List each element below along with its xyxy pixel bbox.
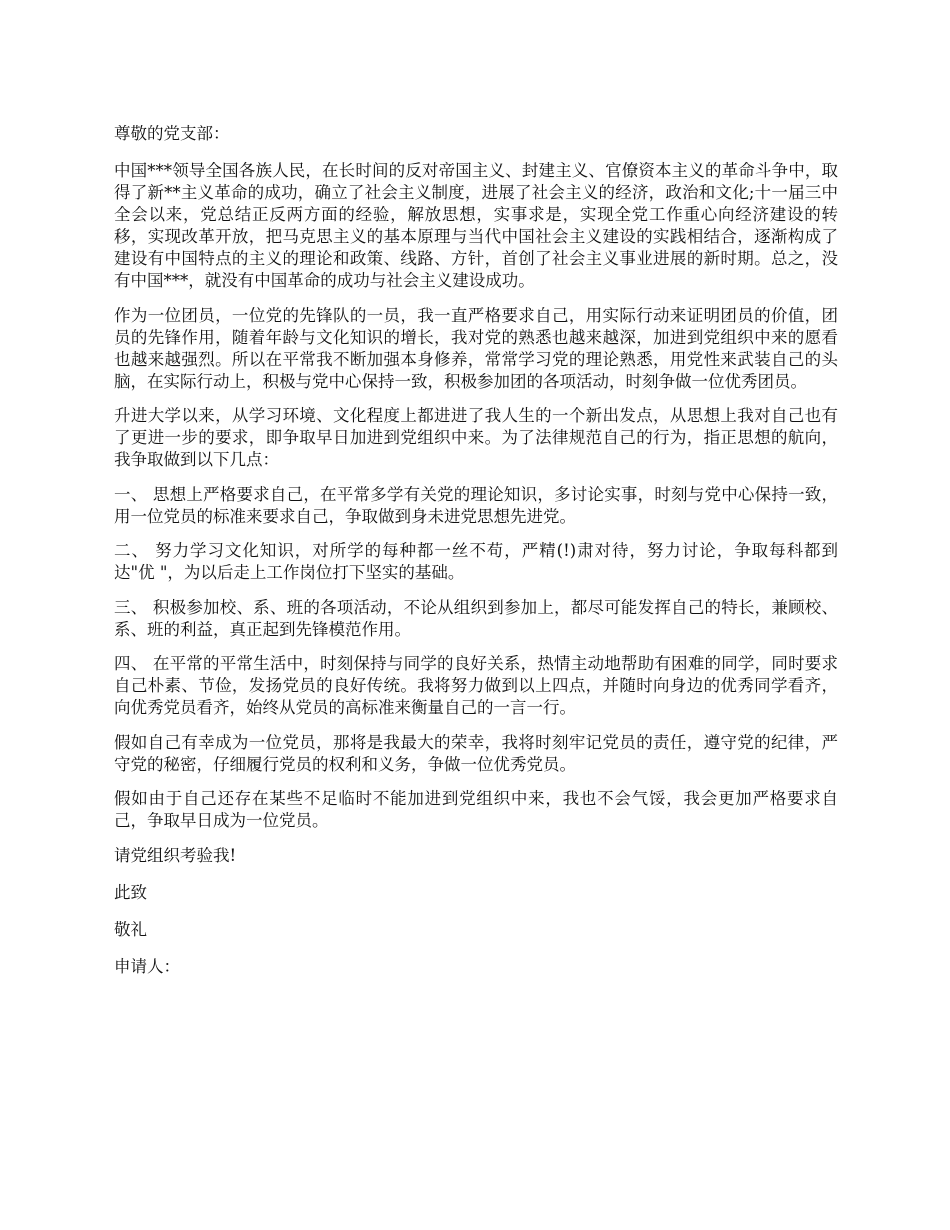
paragraph-if-accepted: 假如自己有幸成为一位党员，那将是我最大的荣幸，我将时刻牢记党员的责任，遵守党的纪律，严守党的秘密，仔细履行党员的权利和义务，争做一位优秀党员。	[114, 732, 838, 774]
signature-label: 申请人：	[114, 956, 180, 976]
paragraph-self-description: 作为一位团员，一位党的先锋队的一员，我一直严格要求自己，用实际行动来证明团员的价值，团员的先锋作用，随着年龄与文化知识的增长，我对党的熟悉也越来越深，加进到党组织中来的愿看也越来越强烈。所以在平常我不断加强本身修养，常常学习党的理论熟悉，用党性来武装自己的头脑，在实际行动上，积极与党中心保持一致，积极参加团的各项活动，时刻争做一位优秀团员。	[114, 305, 838, 391]
closing-request: 请党组织考验我!	[114, 845, 237, 865]
paragraph-if-not-accepted: 假如由于自己还存在某些不足临时不能加进到党组织中来，我也不会气馁，我会更加严格要求自己，争取早日成为一位党员。	[114, 789, 838, 830]
closing-cizhi: 此致	[114, 882, 147, 902]
letter-body	[114, 123, 838, 993]
paragraph-point-2: 二、 努力学习文化知识，对所学的每种都一丝不苟，严精(!)肃对待，努力讨论，争取每科都到达"优 "，为以后走上工作岗位打下坚实的基础。	[114, 541, 838, 582]
salutation: 尊敬的党支部：	[114, 124, 230, 143]
paragraph-point-3: 三、 积极参加校、系、班的各项活动，不论从组织到参加上，都尽可能发挥自己的特长，兼顾校、系、班的利益，真正起到先锋模范作用。	[114, 597, 838, 639]
paragraph-point-1: 一、 思想上严格要求自己，在平常多学有关党的理论知识，多讨论实事，时刻与党中心保持一致，用一位党员的标准来要求自己，争取做到身未进党思想先进党。	[114, 484, 838, 526]
paragraph-university: 升进大学以来，从学习环境、文化程度上都进进了我人生的一个新出发点，从思想上我对自己也有了更进一步的要求，即争取早日加进到党组织中来。为了法律规范自己的行为，指正思想的航向，我争取做到以下几点：	[114, 406, 838, 469]
paragraph-intro: 中国***领导全国各族人民，在长时间的反对帝国主义、封建主义、官僚资本主义的革命斗争中，取得了新**主义革命的成功，确立了社会主义制度，进展了社会主义的经济，政治和文化;十一届三中全会以来，党总结正反两方面的经验，解放思想，实事求是，实现全党工作重心向经济建设的转移，实现改革开放，把马克思主义的基本原理与当代中国社会主义建设的实践相结合，逐渐构成了建设有中国特点的主义的理论和政策、线路、方针，首创了社会主义事业进展的新时期。总之，没有中国***，就没有中国革命的成功与社会主义建设成功。	[114, 161, 838, 290]
closing-jingli: 敬礼	[114, 919, 147, 939]
paragraph-point-4: 四、 在平常的平常生活中，时刻保持与同学的良好关系，热情主动地帮助有困难的同学，同时要求自己朴素、节俭，发扬党员的良好传统。我将努力做到以上四点，并随时向身边的优秀同学看齐，向优秀党员看齐，始终从党员的高标准来衡量自己的一言一行。	[114, 654, 838, 717]
